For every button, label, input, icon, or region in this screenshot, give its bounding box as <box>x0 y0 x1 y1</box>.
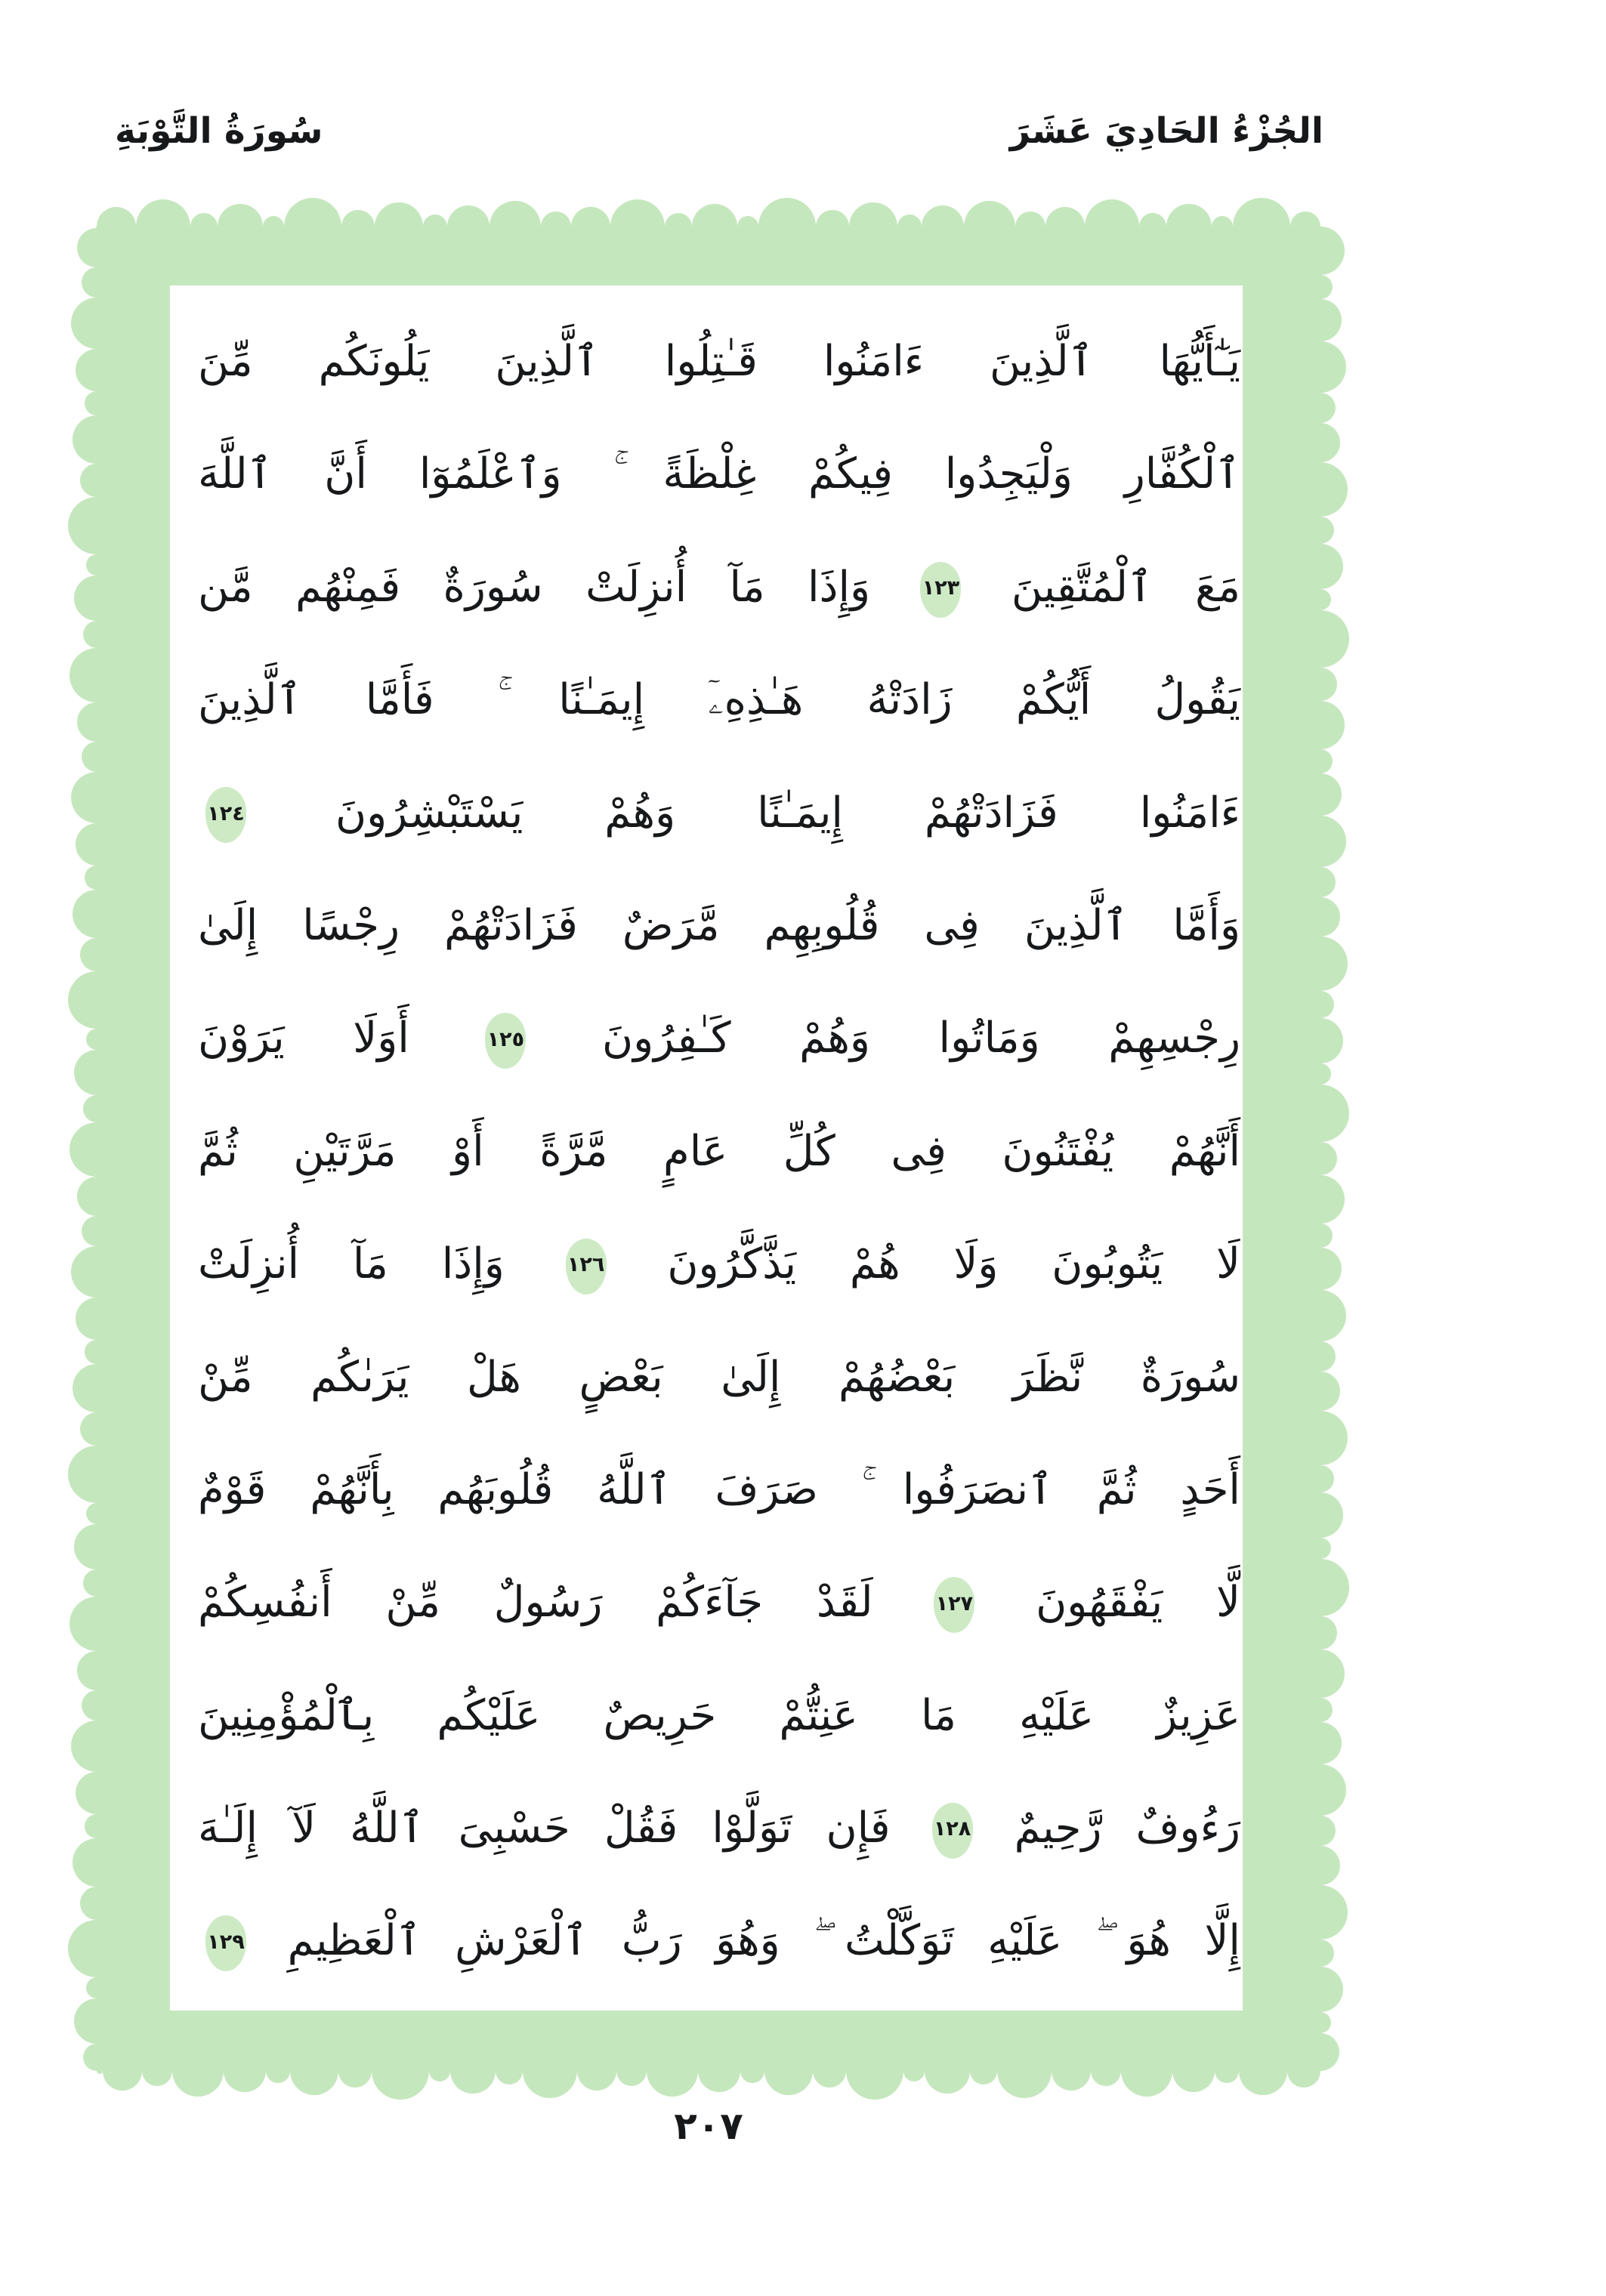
ayah-text: أَنَّهُمْ يُفْتَنُونَ فِى كُلِّ عَامٍ مَّرَّةً أَوْ مَرَّتَيْنِ ثُمَّ <box>198 1126 1240 1176</box>
ayah-text: مَعَ ٱلْمُتَّقِينَ <box>1011 562 1240 612</box>
ayah-text: فَإِن تَوَلَّوْا فَقُلْ حَسْبِىَ ٱللَّهُ لَآ إِلَـٰهَ <box>198 1804 891 1853</box>
verse-number-marker <box>566 1239 607 1295</box>
verse-number-marker <box>205 1915 246 1971</box>
quran-line-8 <box>198 1095 1240 1208</box>
verse-number: ١٢٤ <box>207 801 245 826</box>
ayah-text: أَوَلَا يَرَوْنَ <box>198 1014 409 1063</box>
quran-line-4 <box>198 643 1240 756</box>
quran-line-12 <box>198 1546 1240 1659</box>
verse-number: ١٢٧ <box>935 1591 974 1616</box>
quran-line-14 <box>198 1772 1240 1884</box>
ayah-text: ٱلْكُفَّارِ وَلْيَجِدُوا فِيكُمْ غِلْظَةً ۚ وَٱعْلَمُوٓا أَنَّ ٱللَّهَ <box>198 449 1240 499</box>
verse-number-marker <box>932 1803 973 1859</box>
verse-number-marker <box>205 787 246 843</box>
ayah-text: لَا يَتُوبُونَ وَلَا هُمْ يَذَّكَّرُونَ <box>667 1239 1240 1289</box>
verse-number: ١٢٦ <box>567 1253 605 1277</box>
verse-number-marker <box>920 562 961 618</box>
ayah-text: سُورَةٌ نَّظَرَ بَعْضُهُمْ إِلَىٰ بَعْضٍ هَلْ يَرَىٰكُم مِّنْ <box>198 1352 1240 1402</box>
quran-line-11 <box>198 1433 1240 1546</box>
ayah-text: لَقَدْ جَآءَكُمْ رَسُولٌ مِّنْ أَنفُسِكُمْ <box>198 1578 873 1628</box>
ayah-text: أَحَدٍ ثُمَّ ٱنصَرَفُوا ۚ صَرَفَ ٱللَّهُ قُلُوبَهُم بِأَنَّهُمْ قَوْمٌ <box>198 1464 1240 1514</box>
ayah-text: رِجْسِهِمْ وَمَاتُوا وَهُمْ كَـٰفِرُونَ <box>602 1014 1240 1063</box>
quran-line-9 <box>198 1208 1240 1320</box>
verse-number: ١٢٩ <box>207 1930 245 1954</box>
quran-line-6 <box>198 869 1240 982</box>
quran-line-1 <box>198 305 1240 418</box>
ayah-text: يَقُولُ أَيُّكُمْ زَادَتْهُ هَـٰذِهِۦٓ إِيمَـٰنًا ۚ فَأَمَّا ٱلَّذِينَ <box>198 675 1240 725</box>
quran-line-13 <box>198 1659 1240 1772</box>
page-number: ٢٠٧ <box>674 2104 743 2148</box>
quran-line-10 <box>198 1321 1240 1433</box>
ayah-text: وَإِذَا مَآ أُنزِلَتْ سُورَةٌ فَمِنْهُم مَّن <box>198 562 871 612</box>
quran-text-block <box>198 305 1240 1998</box>
quran-line-3 <box>198 531 1240 643</box>
ayah-text: وَإِذَا مَآ أُنزِلَتْ <box>198 1239 505 1289</box>
quran-line-15 <box>198 1884 1240 1997</box>
quran-line-5 <box>198 757 1240 869</box>
quran-line-7 <box>198 982 1240 1094</box>
verse-number: ١٢٨ <box>933 1817 971 1841</box>
juz-header: الجُزْءُ الحَادِيَ عَشَرَ <box>1009 110 1323 152</box>
surah-name-header: سُورَةُ التَّوْبَةِ <box>115 110 323 152</box>
ayah-text: وَأَمَّا ٱلَّذِينَ فِى قُلُوبِهِم مَّرَضٌ فَزَادَتْهُمْ رِجْسًا إِلَىٰ <box>198 900 1240 950</box>
ayah-text: رَءُوفٌ رَّحِيمٌ <box>1014 1804 1240 1853</box>
verse-number-marker <box>485 1013 526 1069</box>
ayah-text: إِلَّا هُوَ ۖ عَلَيْهِ تَوَكَّلْتُ ۖ وَهُوَ رَبُّ ٱلْعَرْشِ ٱلْعَظِيمِ <box>287 1916 1240 1966</box>
verse-number: ١٢٣ <box>922 576 960 600</box>
ayah-text: يَـٰٓأَيُّهَا ٱلَّذِينَ ءَامَنُوا قَـٰتِلُوا ٱلَّذِينَ يَلُونَكُم مِّنَ <box>198 337 1240 386</box>
ayah-text: ءَامَنُوا فَزَادَتْهُمْ إِيمَـٰنًا وَهُمْ يَسْتَبْشِرُونَ <box>335 788 1240 838</box>
verse-number-marker <box>934 1577 974 1633</box>
verse-number: ١٢٥ <box>486 1027 525 1051</box>
ayah-text: عَزِيزٌ عَلَيْهِ مَا عَنِتُّمْ حَرِيصٌ عَلَيْكُم بِٱلْمُؤْمِنِينَ <box>198 1690 1240 1740</box>
quran-line-2 <box>198 418 1240 530</box>
ayah-text: لَّا يَفْقَهُونَ <box>1036 1578 1240 1628</box>
